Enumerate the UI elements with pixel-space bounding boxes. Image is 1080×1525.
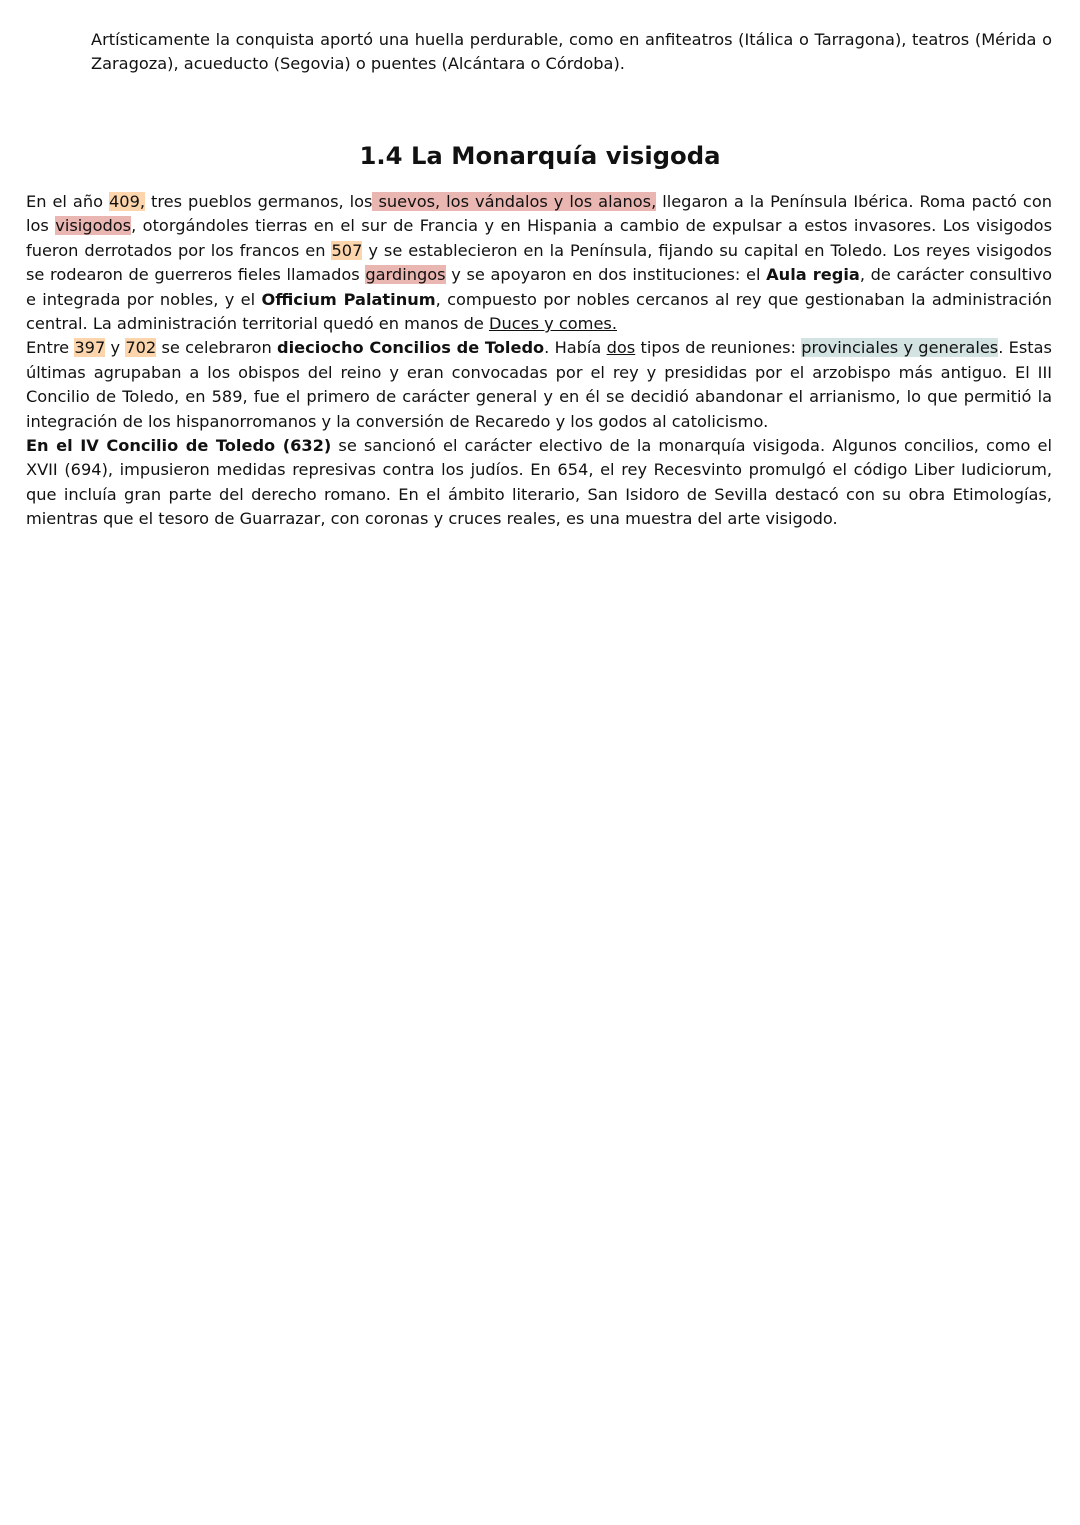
underlined-duces-comes: Duces y comes.	[488, 314, 617, 334]
highlight-year-507: 507	[331, 240, 363, 260]
highlight-gardingos: gardingos	[365, 265, 446, 285]
text-run: tipos de reuniones:	[635, 338, 802, 358]
bold-concilios: dieciocho Concilios de Toledo	[277, 338, 545, 358]
underlined-dos: dos	[606, 338, 636, 358]
paragraph-iv-concilio	[26, 434, 1052, 532]
text-run: . Había	[544, 338, 607, 358]
highlight-visigodos: visigodos	[55, 216, 132, 236]
text-run: se celebraron	[156, 338, 277, 358]
text-run: y	[105, 338, 126, 358]
text-run: En el año	[26, 192, 109, 211]
text-run: y se apoyaron en dos instituciones: el	[445, 265, 767, 285]
text-run: tres pueblos germanos, los	[145, 192, 373, 211]
bold-officium-palatinum: Officium Palatinum	[261, 289, 436, 309]
highlight-year-409: 409,	[108, 192, 146, 211]
text-run: se sancionó el carácter electivo de la monarquía visigoda. Algunos concilios, como el XVII (694), impusieron medidas represivas contra los judíos. En 654, el rey Recesvinto promulgó el código Liber Iudiciorum, que incluía gran parte del derecho romano. En el ámbito literario, San Isidoro de Sevilla destacó con su obra Etimologías, mientras que el tesoro de Guarrazar, con coronas y cruces reales, es una muestra del arte visigodo.	[26, 436, 1052, 529]
text-run: , compuesto por nobles cercanos al rey que gestionaban la administración central. La administración territorial quedó en manos de	[26, 289, 1052, 334]
paragraph-germanic-peoples	[26, 190, 1052, 336]
text-run: , otorgándoles tierras en el sur de Francia y en Hispania a cambio de expulsar a estos invasores. Los visigodos fueron derrotados por los francos en	[26, 216, 1053, 260]
text-run: llegaron a la Península Ibérica. Roma pactó con los	[26, 192, 1052, 236]
section-body	[26, 190, 1052, 532]
text-run: . Estas últimas agrupaban a los obispos del reino y eran convocadas por el rey y presididas por el arzobispo más antiguo. El III Concilio de Toledo, en 589, fue el primero de carácter general y en él se decidió abandonar el arrianismo, lo que permitió la integración de los hispanorromanos y la conversión de Recaredo y los godos al catolicismo.	[26, 338, 1052, 431]
highlight-year-397: 397	[74, 338, 106, 358]
paragraph-councils	[26, 336, 1052, 434]
highlight-peoples: suevos, los vándalos y los alanos,	[372, 192, 657, 211]
text-run: , de carácter consultivo e integrada por nobles, y el	[26, 265, 1052, 309]
bold-iv-concilio: En el IV Concilio de Toledo (632)	[26, 436, 332, 456]
highlight-year-702: 702	[125, 338, 157, 358]
text-run: y se establecieron en la Península, fijando su capital en Toledo. Los reyes visigodos se rodearon de guerreros fieles llamados	[26, 240, 1052, 285]
section-title: 1.4 La Monarquía visigoda	[359, 141, 721, 170]
text-run: Entre	[26, 338, 75, 358]
highlight-tipos: provinciales y generales	[801, 338, 999, 358]
intro-paragraph: Artísticamente la conquista aportó una huella perdurable, como en anfiteatros (Itálica o Tarragona), teatros (Mérida o Zaragoza), acueducto (Segovia) o puentes (Alcántara o Córdoba).	[91, 30, 1052, 74]
bold-aula-regia: Aula regia	[766, 265, 860, 285]
